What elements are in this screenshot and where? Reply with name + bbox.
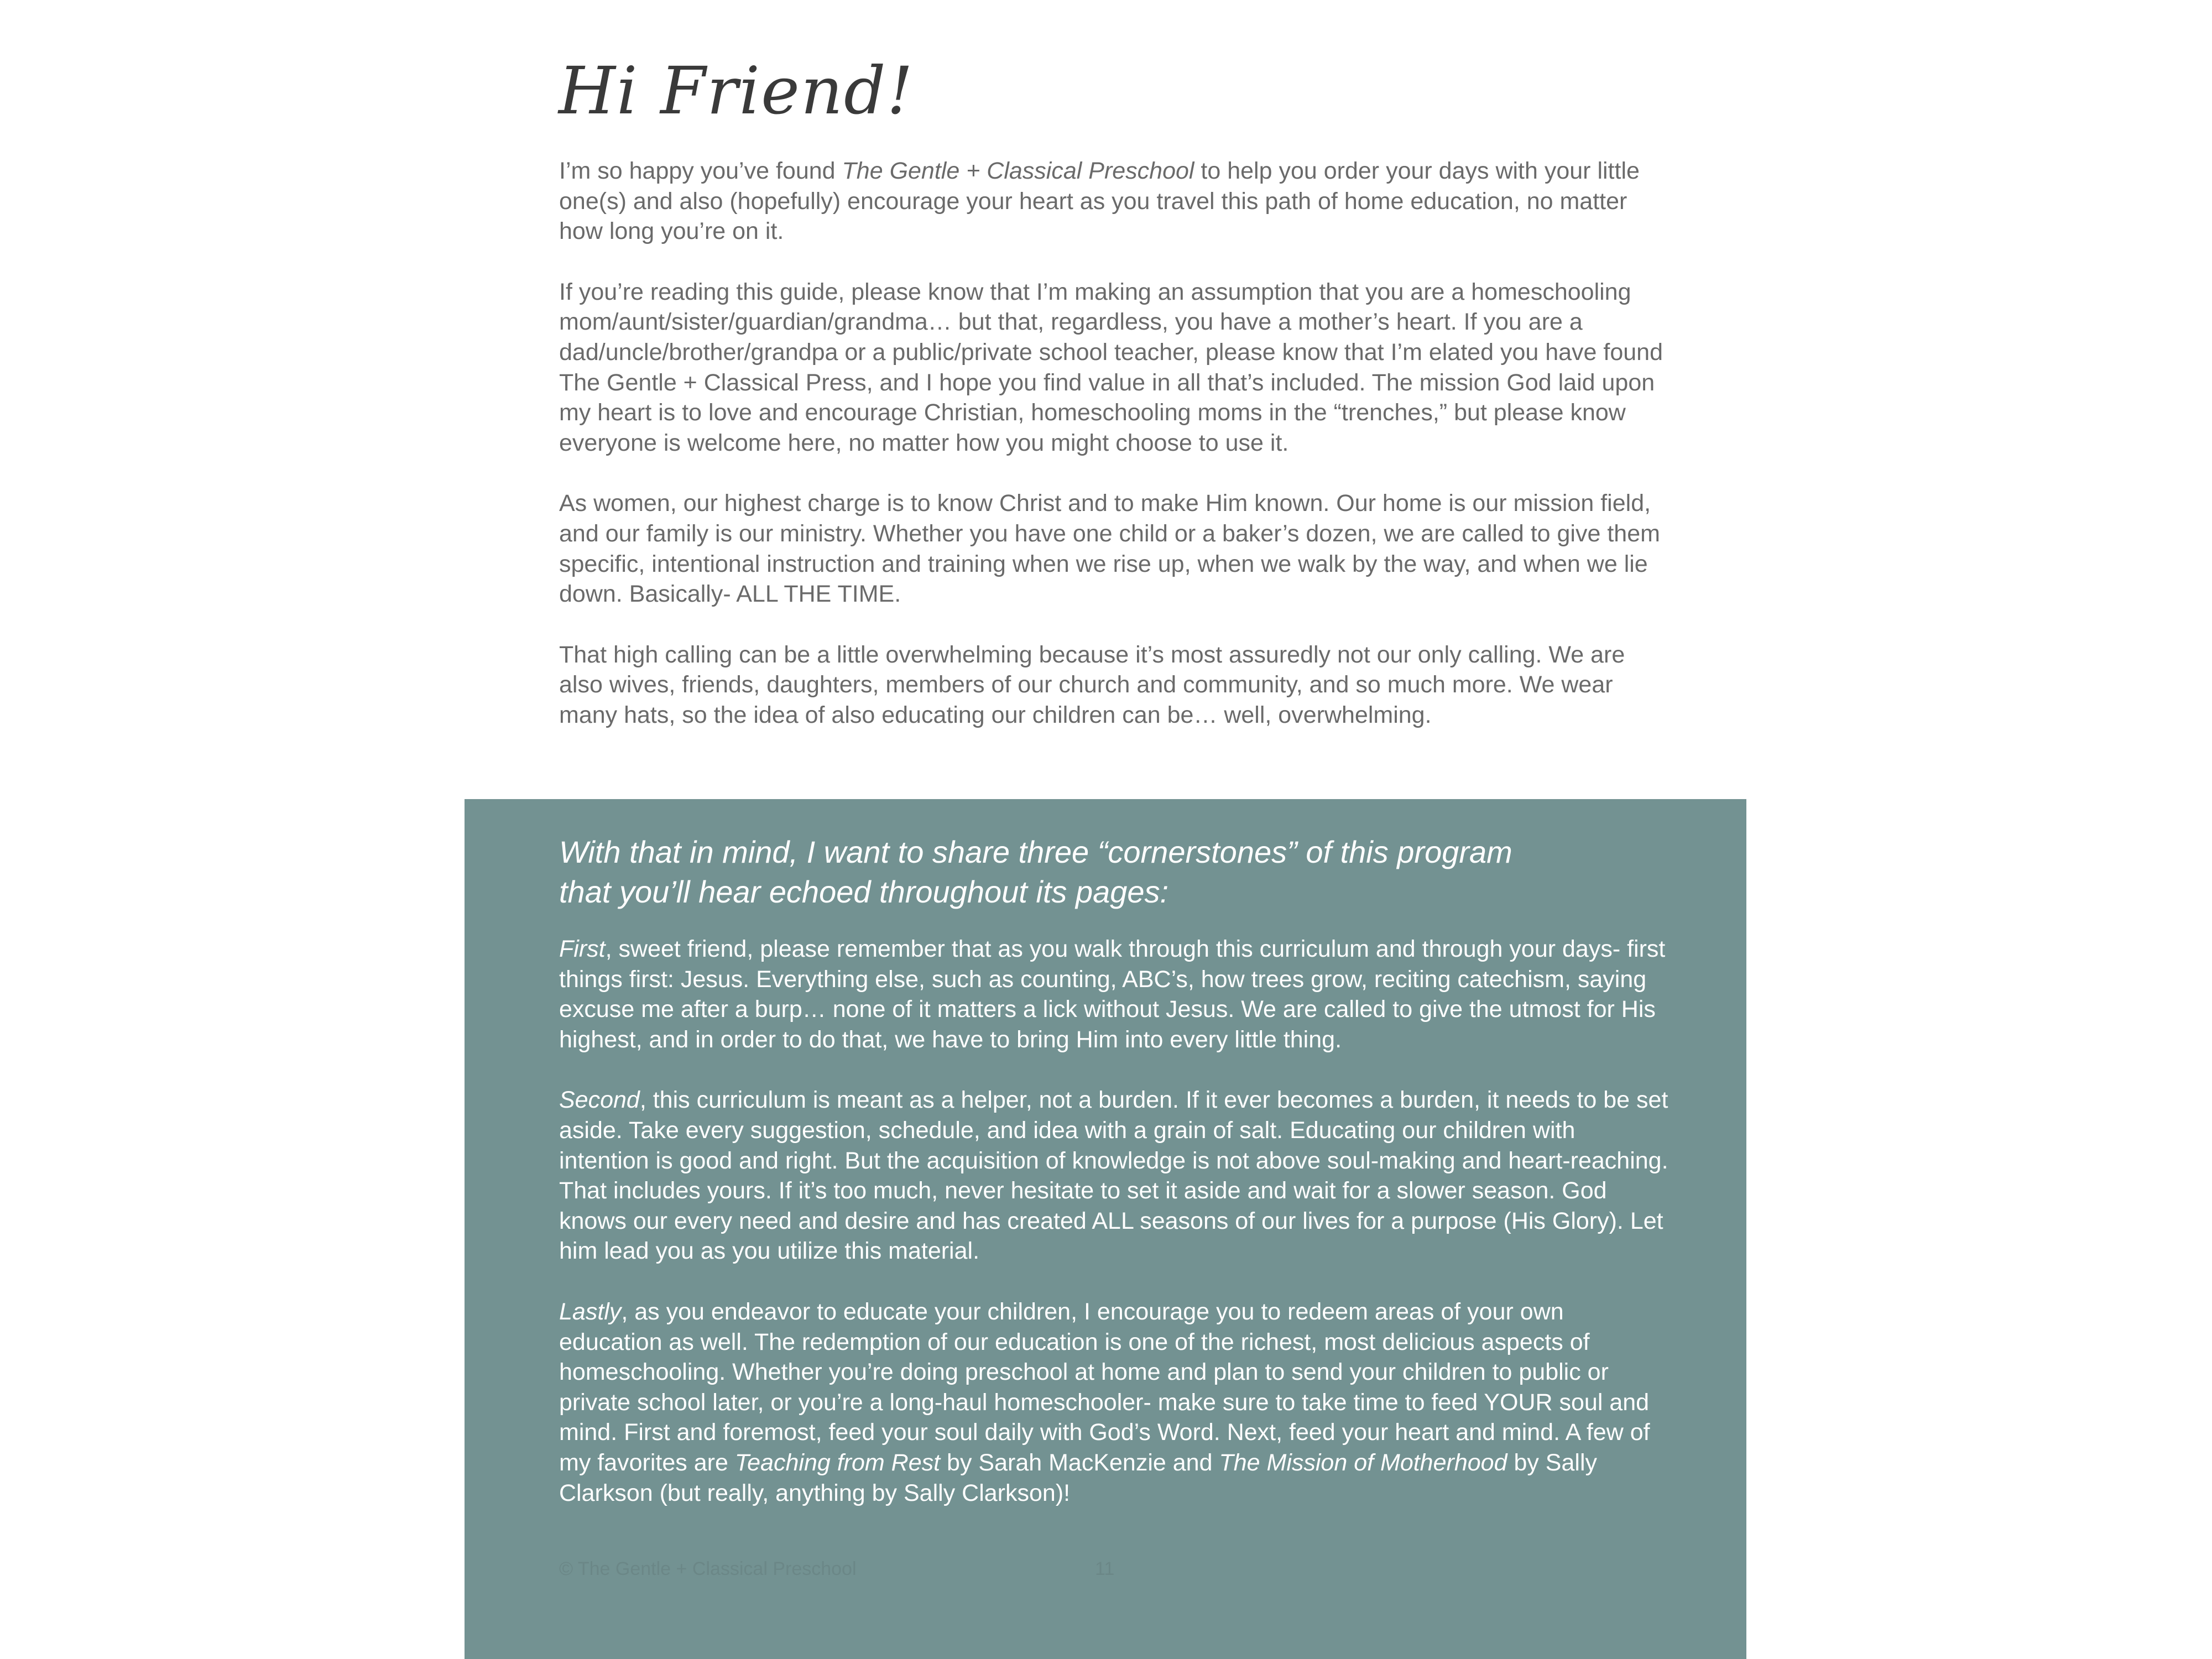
cornerstone-lastly-end: by Sally Clarkson (but really, anything by Sally Clarkson)! [559, 1449, 1598, 1506]
intro-p1-text-end: to help you order your days with your little one(s) and also (hopefully) encourage your heart as you travel this path of home education, no matter how long you’re on it. [559, 158, 1640, 245]
cornerstones-callout: With that in mind, I want to share three “cornerstones” of this program that you’ll hear echoed throughout its pages: [559, 834, 1512, 909]
cornerstone-lastly [559, 1297, 1671, 1508]
cornerstone-first-lead: First [559, 936, 606, 962]
page-number: 11 [1095, 1558, 1115, 1579]
program-title-italic: The Gentle + Classical Preschool [842, 158, 1194, 184]
intro-paragraph-2: If you’re reading this guide, please know that I’m making an assumption that you are a homeschooling mom/aunt/sister/guardian/grandma… but that, regardless, you have a mother’s heart. If you are a dad/uncle/brother/grandpa or a public/private school teacher, please know that I’m elated you have found The Gentle + Classical Press, and I hope you find value in all that’s included. The mission God laid upon my heart is to love and encourage Christian, homeschooling moms in the “trenches,” but please know everyone is welcome here, no matter how you might choose to use it. [559, 278, 1663, 456]
cornerstone-second-lead: Second [559, 1087, 640, 1114]
cornerstone-first-text: , sweet friend, please remember that as you walk through this curriculum and through your days- first things first: Jesus. Everything else, such as counting, ABC’s, how trees grow, reciting catechism, saying excuse me after a burp… none of it matters a lick without Jesus. We are called to give the utmost for His highest, and in order to do that, we have to bring Him into every little thing. [559, 936, 1666, 1053]
cornerstone-second-text: , this curriculum is meant as a helper, not a burden. If it ever becomes a burden, it needs to be set aside. Take every suggestion, schedule, and idea with a grain of salt. Educating our children with intention is good and right. But the acquisition of knowledge is not above soul-making and heart-reaching. That includes yours. If it’s too much, never hesitate to set it aside and wait for a slower season. God knows our every need and desire and has created ALL seasons of our lives for a purpose (His Glory). Let him lead you as you utilize this material. [559, 1087, 1668, 1265]
intro-p1-text: I’m so happy you’ve found [559, 158, 842, 184]
cornerstone-lastly-text: , as you endeavor to educate your children, I encourage you to redeem areas of your own education as well. The redemption of our education is one of the richest, most delicious aspects of homeschooling. Whether you’re doing preschool at home and plan to send your children to public or private school later, or you’re a long-haul homeschooler- make sure to take time to feed YOUR soul and mind. First and foremost, feed your soul daily with God’s Word. Next, feed your heart and mind. A few of my favorites are [559, 1298, 1650, 1476]
book-title-teaching-from-rest: Teaching from Rest [734, 1449, 941, 1476]
cornerstone-first [559, 934, 1671, 1055]
intro-paragraph-4: That high calling can be a little overwhelming because it’s most assuredly not our only calling. We are also wives, friends, daughters, members of our church and community, and so much more. We wear many hats, so the idea of also educating our children can be… well, overwhelming. [559, 641, 1625, 728]
cornerstone-lastly-lead: Lastly [559, 1298, 622, 1325]
cornerstones-panel [465, 799, 1746, 1659]
page-heading: Hi Friend! [559, 53, 914, 129]
cornerstone-lastly-mid: by Sarah MacKenzie and [940, 1449, 1219, 1476]
footer-copyright: © The Gentle + Classical Preschool [559, 1558, 857, 1579]
intro-section [559, 156, 1671, 761]
book-title-mission-of-motherhood: The Mission of Motherhood [1219, 1449, 1507, 1476]
cornerstones-content [559, 832, 1671, 1508]
cornerstone-second [559, 1085, 1671, 1266]
intro-paragraph-1 [559, 156, 1671, 247]
intro-paragraph-3: As women, our highest charge is to know Christ and to make Him known. Our home is our mission field, and our family is our ministry. Whether you have one child or a baker’s dozen, we are called to give them specific, intentional instruction and training when we rise up, when we walk by the way, and when we lie down. Basically- ALL THE TIME. [559, 490, 1660, 608]
